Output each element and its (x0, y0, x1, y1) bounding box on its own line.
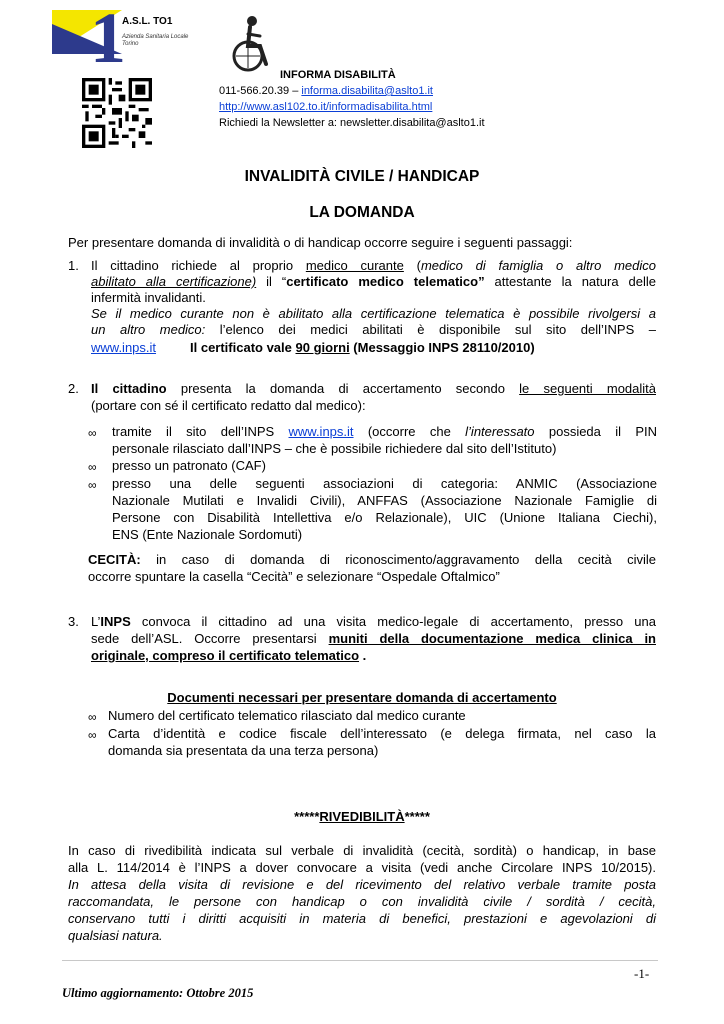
bullet-associations-2: Nazionale Mutilati e Invalidi Civili), ANFFAS (Associazione Nazionale Famiglie di (112, 493, 657, 508)
item-2-number: 2. (68, 381, 79, 396)
item-3-line-2: sede dell’ASL. Occorre presentarsi muniti della documentazione medica clinica in (91, 631, 656, 646)
logo-number-mark: 1 (90, 0, 126, 78)
item-1-line-4: Se il medico curante non è abilitato alla certificazione telematica è possibile rivolgersi a (91, 306, 656, 321)
qr-code-icon (82, 78, 152, 148)
rived-line-4: raccomandata, le persone con handicap o con invalidità civile / sordità / cecità, (68, 894, 656, 909)
newsletter-line: Richiedi la Newsletter a: newsletter.disabilita@aslto1.it (219, 117, 485, 129)
inps-link-2[interactable]: www.inps.it (288, 424, 354, 439)
item-3-line-1: L’INPS convoca il cittadino ad una visita medico-legale di accertamento, presso una (91, 614, 656, 629)
contact-line (219, 84, 433, 99)
rived-line-3: In attesa della visita di revisione e del ricevimento del relativo verbale tramite posta (68, 877, 656, 892)
footer-divider (62, 960, 658, 961)
bullet-icon: ∞ (88, 710, 97, 724)
phone-number: 011-566.20.39 – (219, 85, 302, 97)
bullet-icon: ∞ (88, 478, 97, 492)
item-2-line-1: Il cittadino presenta la domanda di accertamento secondo le seguenti modalità (91, 381, 657, 396)
bullet-associations-1: presso una delle seguenti associazioni di categoria: ANMIC (Associazione (112, 476, 657, 491)
disability-wheelchair-logo-icon (226, 14, 278, 76)
doc-item-id-1: Carta d’identità e codice fiscale dell’interessato (e delega firmata, nel caso la (108, 726, 656, 741)
bullet-icon: ∞ (88, 426, 97, 440)
documents-heading: Documenti necessari per presentare domanda di accertamento (167, 690, 557, 705)
page-number: -1- (634, 966, 650, 981)
website-link[interactable]: http://www.asl102.to.it/informadisabilita.html (219, 101, 433, 113)
rivedibilita-heading: *****RIVEDIBILITÀ***** (294, 809, 430, 824)
last-update: Ultimo aggiornamento: Ottobre 2015 (62, 986, 254, 1000)
bullet-icon: ∞ (88, 728, 97, 742)
cecita-line-1: CECITÀ: in caso di domanda di riconoscimento/aggravamento della cecità civile (88, 552, 656, 567)
doc-item-id-2: domanda sia presentata da una terza persona) (108, 743, 379, 758)
email-link[interactable]: informa.disabilita@aslto1.it (301, 85, 433, 97)
certificate-validity: Il certificato vale 90 giorni (Messaggio INPS 28110/2010) (190, 340, 535, 355)
bullet-inps-site: tramite il sito dell’INPS www.inps.it (occorre che l’interessato possieda il PIN (112, 424, 657, 439)
page-title: INVALIDITÀ CIVILE / HANDICAP (244, 168, 480, 185)
doc-item-certificate: Numero del certificato telematico rilasciato dal medico curante (108, 708, 466, 723)
rived-line-5: conservano tutti i diritti acquisiti in materia di benefici, prestazioni e agevolazioni di (68, 911, 656, 926)
intro-paragraph: Per presentare domanda di invalidità o di handicap occorre seguire i seguenti passaggi: (68, 235, 573, 250)
org-name: A.S.L. TO1 (122, 16, 173, 27)
item-3-number: 3. (68, 614, 79, 629)
rived-line-6: qualsiasi natura. (68, 928, 163, 943)
bullet-inps-site-cont: personale rilasciato dall’INPS – che è possibile richiedere dal sito dell’Istituto) (112, 441, 557, 456)
bullet-associations-3: Persone con Disabilità Intellettiva e/o Relazionale), UIC (Unione Italiana Ciechi), (112, 510, 657, 525)
org-subtitle: Azienda Sanitaria Locale Torino (122, 34, 189, 47)
rived-line-1: In caso di rivedibilità indicata sul verbale di invalidità (cecità, sordità) o handicap, in base (68, 843, 656, 858)
item-1-line-1: Il cittadino richiede al proprio medico curante (medico di famiglia o altro medico (91, 258, 656, 273)
inps-link-1[interactable]: www.inps.it (91, 340, 157, 355)
rived-line-2: alla L. 114/2014 è l’INPS a dover convocare a visita (vedi anche Circolare INPS 10/2015). (68, 860, 656, 875)
item-1-line-3: infermità invalidanti. (91, 290, 206, 305)
bullet-icon: ∞ (88, 460, 97, 474)
item-1-number: 1. (68, 258, 79, 273)
asl-logo (52, 0, 202, 78)
bullet-patronato: presso un patronato (CAF) (112, 458, 266, 473)
item-1-line-5: un altro medico: l’elenco dei medici abilitati è disponibile sul sito dell’INPS – (91, 322, 656, 337)
cecita-line-2: occorre spuntare la casella “Cecità” e selezionare “Ospedale Oftalmico” (88, 569, 500, 584)
page-subtitle: LA DOMANDA (309, 204, 415, 221)
item-3-line-3: originale, compreso il certificato telematico . (91, 648, 367, 663)
item-1-line-2: abilitato alla certificazione) il “certificato medico telematico” attestante la natura delle (91, 274, 656, 289)
bullet-associations-4: ENS (Ente Nazionale Sordomuti) (112, 527, 303, 542)
item-2-line-2: (portare con sé il certificato redatto dal medico): (91, 398, 366, 413)
info-title: INFORMA DISABILITÀ (280, 69, 396, 81)
